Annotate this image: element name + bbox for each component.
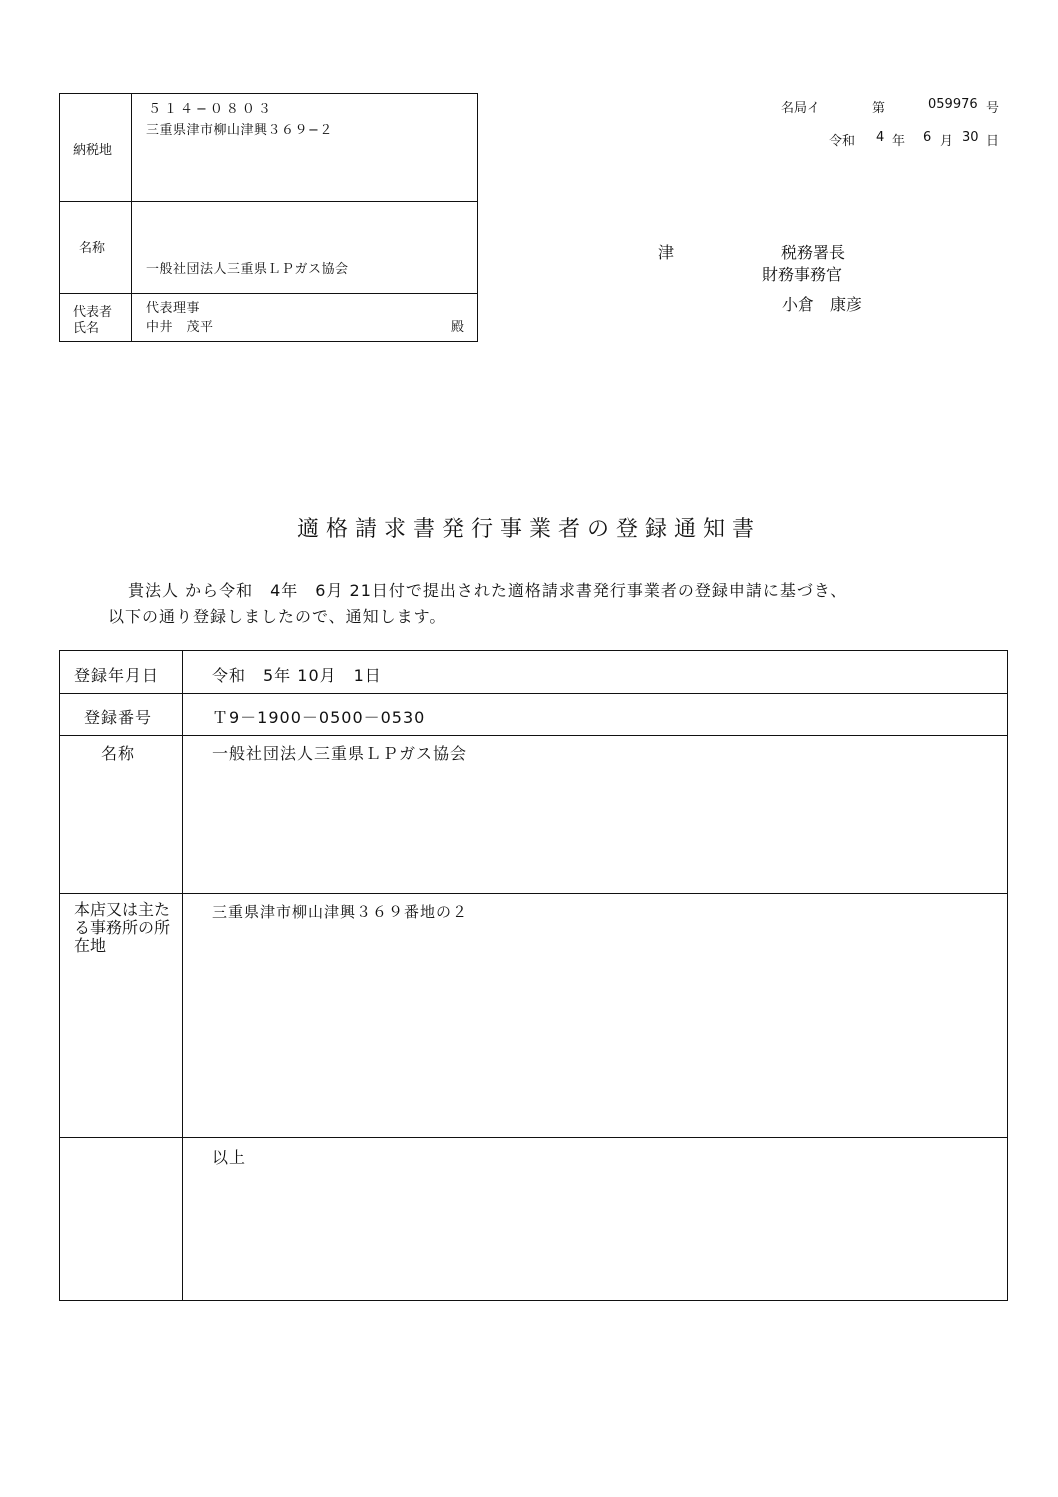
closing-value: 以上 <box>212 1148 247 1167</box>
date-day: 30 <box>962 130 979 145</box>
tax-place-address: 三重県津市柳山津興３６９−２ <box>146 123 333 138</box>
date-year: 4 <box>876 130 885 145</box>
date-month: 6 <box>923 130 932 145</box>
office-code: 名局イ <box>781 101 821 116</box>
registration-table <box>59 650 1008 1301</box>
taxpayer-box-rule-1 <box>60 201 477 202</box>
name-value: 一般社団法人三重県ＬＰガス協会 <box>146 262 349 277</box>
table-rule-4 <box>60 1137 1007 1138</box>
registration-date-label: 登録年月日 <box>74 666 160 685</box>
table-rule-1 <box>60 693 1007 694</box>
issuer-name: 小倉 康彦 <box>782 295 863 314</box>
taxpayer-box <box>59 93 478 342</box>
taxpayer-box-rule-2 <box>60 293 477 294</box>
table-rule-3 <box>60 893 1007 894</box>
head-office-value: 三重県津市柳山津興３６９番地の２ <box>212 903 469 921</box>
representative-title: 代表理事 <box>146 301 201 316</box>
body-line-2: 以下の通り登録しましたので、通知します。 <box>108 607 447 626</box>
issuer-office: 津 <box>658 243 675 262</box>
tax-place-label: 納税地 <box>73 143 113 158</box>
table-column-divider <box>182 651 183 1300</box>
date-day-unit: 日 <box>986 134 1000 149</box>
date-month-unit: 月 <box>940 134 954 149</box>
postal-code: ５１４−０８０３ <box>148 102 274 117</box>
issuer-title-2: 財務事務官 <box>762 265 843 284</box>
date-year-unit: 年 <box>892 134 906 149</box>
document-number: 059976 <box>928 97 978 112</box>
representative-name: 中井 茂平 <box>146 320 214 335</box>
registration-date-value: 令和 5年 10月 1日 <box>212 666 382 685</box>
document-title: 適格請求書発行事業者の登録通知書 <box>296 517 761 542</box>
honorific: 殿 <box>451 320 465 335</box>
registered-name-value: 一般社団法人三重県ＬＰガス協会 <box>212 744 468 763</box>
head-office-label: 本店又は主たる事務所の所在地 <box>74 900 171 955</box>
table-rule-2 <box>60 735 1007 736</box>
registration-number-value: Ｔ9－1900－0500－0530 <box>212 708 426 727</box>
date-era: 令和 <box>829 134 856 149</box>
number-prefix: 第 <box>872 101 886 116</box>
representative-label-1: 代表者 <box>73 305 113 320</box>
issuer-title-1: 税務署長 <box>781 243 846 262</box>
registration-number-label: 登録番号 <box>84 708 153 727</box>
body-line-1: 貴法人 から令和 4年 6月 21日付で提出された適格請求書発行事業者の登録申請に基づき、 <box>128 581 848 600</box>
representative-label-2: 氏名 <box>73 321 100 336</box>
number-suffix: 号 <box>986 101 1000 116</box>
name-label: 名称 <box>79 241 106 256</box>
taxpayer-box-divider <box>131 94 132 341</box>
registered-name-label: 名称 <box>101 744 136 763</box>
